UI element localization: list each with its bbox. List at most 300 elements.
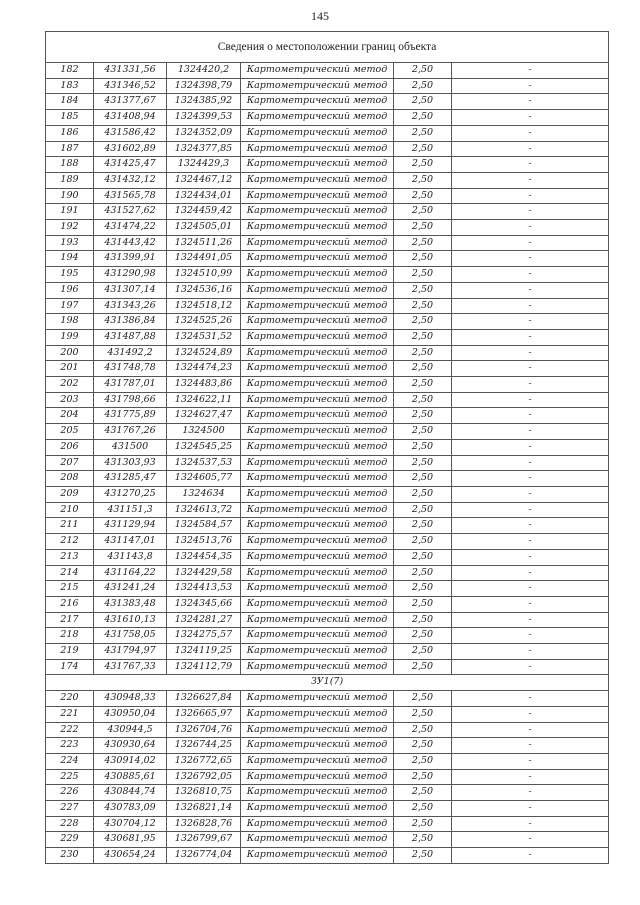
method-cell: Картометрический метод bbox=[241, 738, 394, 754]
y-coordinate-cell: 1326792,05 bbox=[167, 769, 241, 785]
table-row bbox=[46, 785, 609, 801]
x-coordinate-cell: 431775,89 bbox=[94, 408, 167, 424]
description-cell: - bbox=[452, 63, 609, 79]
x-coordinate-cell: 430930,64 bbox=[94, 738, 167, 754]
table-row bbox=[46, 769, 609, 785]
description-cell: - bbox=[452, 518, 609, 534]
accuracy-cell: 2,50 bbox=[394, 392, 452, 408]
x-coordinate-cell: 431602,89 bbox=[94, 141, 167, 157]
method-cell: Картометрический метод bbox=[241, 141, 394, 157]
method-cell: Картометрический метод bbox=[241, 659, 394, 675]
method-cell: Картометрический метод bbox=[241, 251, 394, 267]
point-number-cell: 196 bbox=[46, 282, 94, 298]
point-number-cell: 214 bbox=[46, 565, 94, 581]
table-row bbox=[46, 235, 609, 251]
table-row bbox=[46, 549, 609, 565]
method-cell: Картометрический метод bbox=[241, 314, 394, 330]
accuracy-cell: 2,50 bbox=[394, 628, 452, 644]
point-number-cell: 227 bbox=[46, 801, 94, 817]
accuracy-cell: 2,50 bbox=[394, 596, 452, 612]
method-cell: Картометрический метод bbox=[241, 565, 394, 581]
x-coordinate-cell: 431303,93 bbox=[94, 455, 167, 471]
description-cell: - bbox=[452, 392, 609, 408]
point-number-cell: 192 bbox=[46, 220, 94, 236]
point-number-cell: 224 bbox=[46, 753, 94, 769]
method-cell: Картометрический метод bbox=[241, 298, 394, 314]
description-cell: - bbox=[452, 628, 609, 644]
table-row bbox=[46, 801, 609, 817]
point-number-cell: 215 bbox=[46, 581, 94, 597]
accuracy-cell: 2,50 bbox=[394, 565, 452, 581]
y-coordinate-cell: 1324500 bbox=[167, 424, 241, 440]
point-number-cell: 185 bbox=[46, 110, 94, 126]
description-cell: - bbox=[452, 220, 609, 236]
y-coordinate-cell: 1324467,12 bbox=[167, 172, 241, 188]
table-row bbox=[46, 204, 609, 220]
description-cell: - bbox=[452, 801, 609, 817]
description-cell: - bbox=[452, 157, 609, 173]
y-coordinate-cell: 1324112,79 bbox=[167, 659, 241, 675]
method-cell: Картометрический метод bbox=[241, 612, 394, 628]
table-row bbox=[46, 361, 609, 377]
x-coordinate-cell: 431151,3 bbox=[94, 502, 167, 518]
page-number: 145 bbox=[311, 9, 329, 23]
description-cell: - bbox=[452, 94, 609, 110]
method-cell: Картометрический метод bbox=[241, 518, 394, 534]
description-cell: - bbox=[452, 408, 609, 424]
table-row bbox=[46, 596, 609, 612]
method-cell: Картометрический метод bbox=[241, 157, 394, 173]
table-title-row bbox=[46, 32, 609, 63]
point-number-cell: 223 bbox=[46, 738, 94, 754]
description-cell: - bbox=[452, 753, 609, 769]
y-coordinate-cell: 1324429,3 bbox=[167, 157, 241, 173]
table-row bbox=[46, 377, 609, 393]
method-cell: Картометрический метод bbox=[241, 816, 394, 832]
table-row bbox=[46, 298, 609, 314]
x-coordinate-cell: 431399,91 bbox=[94, 251, 167, 267]
x-coordinate-cell: 431408,94 bbox=[94, 110, 167, 126]
point-number-cell: 197 bbox=[46, 298, 94, 314]
description-cell: - bbox=[452, 691, 609, 707]
accuracy-cell: 2,50 bbox=[394, 486, 452, 502]
accuracy-cell: 2,50 bbox=[394, 251, 452, 267]
x-coordinate-cell: 431794,97 bbox=[94, 644, 167, 660]
description-cell: - bbox=[452, 644, 609, 660]
point-number-cell: 220 bbox=[46, 691, 94, 707]
accuracy-cell: 2,50 bbox=[394, 722, 452, 738]
description-cell: - bbox=[452, 706, 609, 722]
y-coordinate-cell: 1324275,57 bbox=[167, 628, 241, 644]
table-row bbox=[46, 345, 609, 361]
accuracy-cell: 2,50 bbox=[394, 848, 452, 864]
y-coordinate-cell: 1324398,79 bbox=[167, 78, 241, 94]
table-row bbox=[46, 94, 609, 110]
table-row bbox=[46, 565, 609, 581]
method-cell: Картометрический метод bbox=[241, 377, 394, 393]
point-number-cell: 194 bbox=[46, 251, 94, 267]
y-coordinate-cell: 1324420,2 bbox=[167, 63, 241, 79]
y-coordinate-cell: 1326772,65 bbox=[167, 753, 241, 769]
y-coordinate-cell: 1324454,35 bbox=[167, 549, 241, 565]
y-coordinate-cell: 1324505,01 bbox=[167, 220, 241, 236]
table-row bbox=[46, 486, 609, 502]
x-coordinate-cell: 431377,67 bbox=[94, 94, 167, 110]
accuracy-cell: 2,50 bbox=[394, 801, 452, 817]
point-number-cell: 198 bbox=[46, 314, 94, 330]
point-number-cell: 195 bbox=[46, 267, 94, 283]
y-coordinate-cell: 1326821,14 bbox=[167, 801, 241, 817]
x-coordinate-cell: 430885,61 bbox=[94, 769, 167, 785]
x-coordinate-cell: 430948,33 bbox=[94, 691, 167, 707]
y-coordinate-cell: 1324524,89 bbox=[167, 345, 241, 361]
accuracy-cell: 2,50 bbox=[394, 816, 452, 832]
method-cell: Картометрический метод bbox=[241, 172, 394, 188]
point-number-cell: 210 bbox=[46, 502, 94, 518]
description-cell: - bbox=[452, 738, 609, 754]
x-coordinate-cell: 431500 bbox=[94, 439, 167, 455]
table-row bbox=[46, 329, 609, 345]
description-cell: - bbox=[452, 204, 609, 220]
point-number-cell: 213 bbox=[46, 549, 94, 565]
accuracy-cell: 2,50 bbox=[394, 220, 452, 236]
x-coordinate-cell: 431147,01 bbox=[94, 534, 167, 550]
method-cell: Картометрический метод bbox=[241, 596, 394, 612]
accuracy-cell: 2,50 bbox=[394, 785, 452, 801]
accuracy-cell: 2,50 bbox=[394, 141, 452, 157]
description-cell: - bbox=[452, 486, 609, 502]
x-coordinate-cell: 431527,62 bbox=[94, 204, 167, 220]
method-cell: Картометрический метод bbox=[241, 628, 394, 644]
method-cell: Картометрический метод bbox=[241, 753, 394, 769]
table-row bbox=[46, 110, 609, 126]
description-cell: - bbox=[452, 848, 609, 864]
point-number-cell: 216 bbox=[46, 596, 94, 612]
x-coordinate-cell: 430681,95 bbox=[94, 832, 167, 848]
point-number-cell: 204 bbox=[46, 408, 94, 424]
accuracy-cell: 2,50 bbox=[394, 329, 452, 345]
method-cell: Картометрический метод bbox=[241, 204, 394, 220]
method-cell: Картометрический метод bbox=[241, 424, 394, 440]
table-row bbox=[46, 188, 609, 204]
y-coordinate-cell: 1324622,11 bbox=[167, 392, 241, 408]
method-cell: Картометрический метод bbox=[241, 361, 394, 377]
x-coordinate-cell: 430783,09 bbox=[94, 801, 167, 817]
method-cell: Картометрический метод bbox=[241, 486, 394, 502]
table-row bbox=[46, 172, 609, 188]
table-row bbox=[46, 282, 609, 298]
accuracy-cell: 2,50 bbox=[394, 267, 452, 283]
x-coordinate-cell: 431386,84 bbox=[94, 314, 167, 330]
accuracy-cell: 2,50 bbox=[394, 235, 452, 251]
y-coordinate-cell: 1324377,85 bbox=[167, 141, 241, 157]
table-row bbox=[46, 424, 609, 440]
x-coordinate-cell: 430950,04 bbox=[94, 706, 167, 722]
table-row bbox=[46, 534, 609, 550]
y-coordinate-cell: 1324119,25 bbox=[167, 644, 241, 660]
section-subheader-row bbox=[46, 675, 609, 691]
table-row bbox=[46, 251, 609, 267]
y-coordinate-cell: 1326744,25 bbox=[167, 738, 241, 754]
accuracy-cell: 2,50 bbox=[394, 408, 452, 424]
description-cell: - bbox=[452, 581, 609, 597]
accuracy-cell: 2,50 bbox=[394, 63, 452, 79]
description-cell: - bbox=[452, 534, 609, 550]
point-number-cell: 184 bbox=[46, 94, 94, 110]
y-coordinate-cell: 1324584,57 bbox=[167, 518, 241, 534]
point-number-cell: 193 bbox=[46, 235, 94, 251]
y-coordinate-cell: 1324483,86 bbox=[167, 377, 241, 393]
accuracy-cell: 2,50 bbox=[394, 549, 452, 565]
point-number-cell: 191 bbox=[46, 204, 94, 220]
x-coordinate-cell: 431565,78 bbox=[94, 188, 167, 204]
table-row bbox=[46, 738, 609, 754]
point-number-cell: 208 bbox=[46, 471, 94, 487]
accuracy-cell: 2,50 bbox=[394, 518, 452, 534]
point-number-cell: 221 bbox=[46, 706, 94, 722]
accuracy-cell: 2,50 bbox=[394, 769, 452, 785]
table-row bbox=[46, 220, 609, 236]
y-coordinate-cell: 1324399,53 bbox=[167, 110, 241, 126]
table-row bbox=[46, 157, 609, 173]
point-number-cell: 209 bbox=[46, 486, 94, 502]
accuracy-cell: 2,50 bbox=[394, 172, 452, 188]
y-coordinate-cell: 1326774,04 bbox=[167, 848, 241, 864]
boundary-table bbox=[45, 31, 609, 864]
method-cell: Картометрический метод bbox=[241, 691, 394, 707]
table-row bbox=[46, 581, 609, 597]
description-cell: - bbox=[452, 345, 609, 361]
accuracy-cell: 2,50 bbox=[394, 188, 452, 204]
point-number-cell: 202 bbox=[46, 377, 94, 393]
y-coordinate-cell: 1324429,58 bbox=[167, 565, 241, 581]
table-row bbox=[46, 502, 609, 518]
description-cell: - bbox=[452, 314, 609, 330]
y-coordinate-cell: 1324345,66 bbox=[167, 596, 241, 612]
method-cell: Картометрический метод bbox=[241, 785, 394, 801]
x-coordinate-cell: 431798,66 bbox=[94, 392, 167, 408]
x-coordinate-cell: 431164,22 bbox=[94, 565, 167, 581]
table-row bbox=[46, 141, 609, 157]
y-coordinate-cell: 1326704,76 bbox=[167, 722, 241, 738]
method-cell: Картометрический метод bbox=[241, 110, 394, 126]
x-coordinate-cell: 431241,24 bbox=[94, 581, 167, 597]
y-coordinate-cell: 1324281,27 bbox=[167, 612, 241, 628]
point-number-cell: 207 bbox=[46, 455, 94, 471]
description-cell: - bbox=[452, 125, 609, 141]
description-cell: - bbox=[452, 110, 609, 126]
table-row bbox=[46, 63, 609, 79]
point-number-cell: 225 bbox=[46, 769, 94, 785]
accuracy-cell: 2,50 bbox=[394, 125, 452, 141]
description-cell: - bbox=[452, 361, 609, 377]
accuracy-cell: 2,50 bbox=[394, 471, 452, 487]
method-cell: Картометрический метод bbox=[241, 220, 394, 236]
x-coordinate-cell: 431610,13 bbox=[94, 612, 167, 628]
y-coordinate-cell: 1324491,05 bbox=[167, 251, 241, 267]
method-cell: Картометрический метод bbox=[241, 439, 394, 455]
point-number-cell: 201 bbox=[46, 361, 94, 377]
method-cell: Картометрический метод bbox=[241, 832, 394, 848]
x-coordinate-cell: 431290,98 bbox=[94, 267, 167, 283]
y-coordinate-cell: 1324531,52 bbox=[167, 329, 241, 345]
description-cell: - bbox=[452, 424, 609, 440]
accuracy-cell: 2,50 bbox=[394, 94, 452, 110]
method-cell: Картометрический метод bbox=[241, 125, 394, 141]
method-cell: Картометрический метод bbox=[241, 644, 394, 660]
x-coordinate-cell: 431129,94 bbox=[94, 518, 167, 534]
point-number-cell: 211 bbox=[46, 518, 94, 534]
description-cell: - bbox=[452, 78, 609, 94]
accuracy-cell: 2,50 bbox=[394, 424, 452, 440]
method-cell: Картометрический метод bbox=[241, 392, 394, 408]
x-coordinate-cell: 431748,78 bbox=[94, 361, 167, 377]
point-number-cell: 217 bbox=[46, 612, 94, 628]
method-cell: Картометрический метод bbox=[241, 769, 394, 785]
table-row bbox=[46, 518, 609, 534]
method-cell: Картометрический метод bbox=[241, 471, 394, 487]
x-coordinate-cell: 431143,8 bbox=[94, 549, 167, 565]
table-row bbox=[46, 691, 609, 707]
description-cell: - bbox=[452, 188, 609, 204]
point-number-cell: 226 bbox=[46, 785, 94, 801]
description-cell: - bbox=[452, 235, 609, 251]
y-coordinate-cell: 1324518,12 bbox=[167, 298, 241, 314]
table-row bbox=[46, 267, 609, 283]
x-coordinate-cell: 431270,25 bbox=[94, 486, 167, 502]
y-coordinate-cell: 1324513,76 bbox=[167, 534, 241, 550]
point-number-cell: 190 bbox=[46, 188, 94, 204]
y-coordinate-cell: 1324605,77 bbox=[167, 471, 241, 487]
description-cell: - bbox=[452, 832, 609, 848]
x-coordinate-cell: 430914,02 bbox=[94, 753, 167, 769]
y-coordinate-cell: 1324474,23 bbox=[167, 361, 241, 377]
method-cell: Картометрический метод bbox=[241, 455, 394, 471]
x-coordinate-cell: 431346,52 bbox=[94, 78, 167, 94]
table-row bbox=[46, 471, 609, 487]
description-cell: - bbox=[452, 565, 609, 581]
table-row bbox=[46, 848, 609, 864]
table-row bbox=[46, 455, 609, 471]
accuracy-cell: 2,50 bbox=[394, 534, 452, 550]
accuracy-cell: 2,50 bbox=[394, 157, 452, 173]
description-cell: - bbox=[452, 785, 609, 801]
point-number-cell: 212 bbox=[46, 534, 94, 550]
table-row bbox=[46, 408, 609, 424]
x-coordinate-cell: 431307,14 bbox=[94, 282, 167, 298]
x-coordinate-cell: 431492,2 bbox=[94, 345, 167, 361]
accuracy-cell: 2,50 bbox=[394, 78, 452, 94]
y-coordinate-cell: 1324434,01 bbox=[167, 188, 241, 204]
description-cell: - bbox=[452, 596, 609, 612]
section-subheader: ЗУ1(7) bbox=[46, 675, 609, 691]
y-coordinate-cell: 1326799,67 bbox=[167, 832, 241, 848]
accuracy-cell: 2,50 bbox=[394, 706, 452, 722]
table-row bbox=[46, 612, 609, 628]
method-cell: Картометрический метод bbox=[241, 63, 394, 79]
table-row bbox=[46, 644, 609, 660]
method-cell: Картометрический метод bbox=[241, 267, 394, 283]
description-cell: - bbox=[452, 377, 609, 393]
point-number-cell: 228 bbox=[46, 816, 94, 832]
description-cell: - bbox=[452, 141, 609, 157]
accuracy-cell: 2,50 bbox=[394, 298, 452, 314]
point-number-cell: 229 bbox=[46, 832, 94, 848]
accuracy-cell: 2,50 bbox=[394, 204, 452, 220]
method-cell: Картометрический метод bbox=[241, 329, 394, 345]
description-cell: - bbox=[452, 549, 609, 565]
x-coordinate-cell: 430944,5 bbox=[94, 722, 167, 738]
y-coordinate-cell: 1324525,26 bbox=[167, 314, 241, 330]
x-coordinate-cell: 431432,12 bbox=[94, 172, 167, 188]
method-cell: Картометрический метод bbox=[241, 706, 394, 722]
y-coordinate-cell: 1324413,53 bbox=[167, 581, 241, 597]
table-row bbox=[46, 78, 609, 94]
point-number-cell: 182 bbox=[46, 63, 94, 79]
x-coordinate-cell: 431425,47 bbox=[94, 157, 167, 173]
accuracy-cell: 2,50 bbox=[394, 282, 452, 298]
y-coordinate-cell: 1324537,53 bbox=[167, 455, 241, 471]
y-coordinate-cell: 1326627,84 bbox=[167, 691, 241, 707]
accuracy-cell: 2,50 bbox=[394, 612, 452, 628]
x-coordinate-cell: 430654,24 bbox=[94, 848, 167, 864]
point-number-cell: 205 bbox=[46, 424, 94, 440]
method-cell: Картометрический метод bbox=[241, 282, 394, 298]
method-cell: Картометрический метод bbox=[241, 581, 394, 597]
point-number-cell: 199 bbox=[46, 329, 94, 345]
y-coordinate-cell: 1324385,92 bbox=[167, 94, 241, 110]
x-coordinate-cell: 431767,33 bbox=[94, 659, 167, 675]
method-cell: Картометрический метод bbox=[241, 188, 394, 204]
point-number-cell: 174 bbox=[46, 659, 94, 675]
description-cell: - bbox=[452, 769, 609, 785]
accuracy-cell: 2,50 bbox=[394, 581, 452, 597]
description-cell: - bbox=[452, 298, 609, 314]
y-coordinate-cell: 1324634 bbox=[167, 486, 241, 502]
y-coordinate-cell: 1326828,76 bbox=[167, 816, 241, 832]
y-coordinate-cell: 1324627,47 bbox=[167, 408, 241, 424]
accuracy-cell: 2,50 bbox=[394, 439, 452, 455]
description-cell: - bbox=[452, 455, 609, 471]
y-coordinate-cell: 1324352,09 bbox=[167, 125, 241, 141]
x-coordinate-cell: 431758,05 bbox=[94, 628, 167, 644]
table-row bbox=[46, 753, 609, 769]
y-coordinate-cell: 1326810,75 bbox=[167, 785, 241, 801]
method-cell: Картометрический метод bbox=[241, 78, 394, 94]
x-coordinate-cell: 431343,26 bbox=[94, 298, 167, 314]
y-coordinate-cell: 1324536,16 bbox=[167, 282, 241, 298]
description-cell: - bbox=[452, 612, 609, 628]
accuracy-cell: 2,50 bbox=[394, 361, 452, 377]
description-cell: - bbox=[452, 439, 609, 455]
table-row bbox=[46, 628, 609, 644]
method-cell: Картометрический метод bbox=[241, 549, 394, 565]
y-coordinate-cell: 1324511,26 bbox=[167, 235, 241, 251]
method-cell: Картометрический метод bbox=[241, 235, 394, 251]
description-cell: - bbox=[452, 251, 609, 267]
method-cell: Картометрический метод bbox=[241, 801, 394, 817]
point-number-cell: 218 bbox=[46, 628, 94, 644]
x-coordinate-cell: 431443,42 bbox=[94, 235, 167, 251]
x-coordinate-cell: 430844,74 bbox=[94, 785, 167, 801]
table-row bbox=[46, 392, 609, 408]
description-cell: - bbox=[452, 722, 609, 738]
y-coordinate-cell: 1326665,97 bbox=[167, 706, 241, 722]
x-coordinate-cell: 430704,12 bbox=[94, 816, 167, 832]
table-row bbox=[46, 722, 609, 738]
accuracy-cell: 2,50 bbox=[394, 314, 452, 330]
accuracy-cell: 2,50 bbox=[394, 691, 452, 707]
